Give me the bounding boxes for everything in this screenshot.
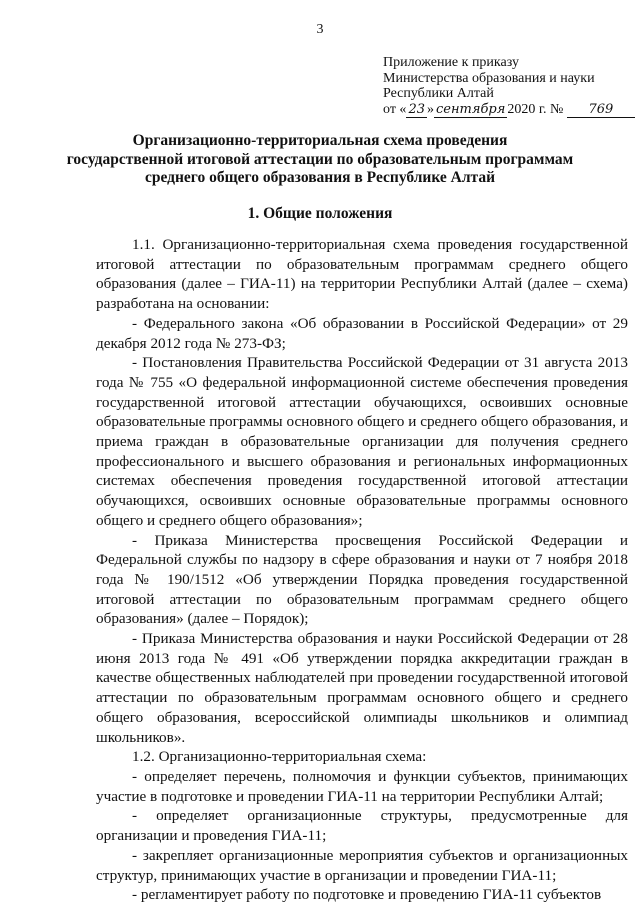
appendix-date-line <box>383 102 633 119</box>
handwritten-order-number: 769 <box>567 102 635 119</box>
appendix-line-1: Приложение к приказу <box>383 55 519 70</box>
title-line-3: среднего общего образования в Республике Алтай <box>144 169 496 186</box>
page-number: 3 <box>316 22 324 37</box>
paragraph-defines-structures: - определяет организационные структуры, предусмотренные для организации и проведения ГИА-11; <box>96 807 628 845</box>
appendix-line-2: Министерства образования и науки <box>383 70 595 86</box>
appendix-header <box>383 55 633 118</box>
date-prefix: от « <box>383 101 407 117</box>
handwritten-month: сентября <box>435 101 506 117</box>
date-mid: » <box>426 101 434 117</box>
title-line-2: государственной итоговой аттестации по образовательным программам <box>66 150 574 168</box>
section-heading: 1. Общие положения <box>247 205 393 222</box>
paragraph-prosveshcheniya-order: - Приказа Министерства просвещения Российской Федерации и Федеральной службы по надзору в сфере образования и науки от 7 ноября 2018 года № 190/1512 «Об утверждении Порядка проведения государственной итоговой аттестации по образовательным программам среднего общего образования» (далее – Порядок); <box>96 531 628 628</box>
handwritten-day: 23 <box>408 101 425 117</box>
paragraph-federal-law: - Федерального закона «Об образовании в Российской Федерации» от 29 декабря 2012 года № 273-ФЗ; <box>96 314 628 352</box>
paragraph-regulates-work: - регламентирует работу по подготовке и проведению ГИА-11 субъектов <box>132 886 602 904</box>
title-line-1: Организационно-территориальная схема проведения <box>132 132 508 149</box>
document-title <box>60 132 580 188</box>
paragraph-1-2: 1.2. Организационно-территориальная схема: <box>132 748 427 766</box>
date-year: 2020 г. № <box>507 101 564 117</box>
paragraph-government-decree: - Постановления Правительства Российской Федерации от 31 августа 2013 года № 755 «О федеральной информационной системе обеспечения проведения государственной итоговой аттестации обучающихся, освоивших основные образовательные программы основного общего и среднего общего образования, и приема граждан в образовательные организации для получения среднего профессионального и высшего образования и региональных информационных системах обеспечения проведения государственной итоговой аттестации обучающихся, освоивших основные образовательные программы основного общего и среднего общего образования»; <box>96 354 628 529</box>
paragraph-defines-list: - определяет перечень, полномочия и функции субъектов, принимающих участие в подготовке и проведении ГИА-11 на территории Республики Алтай; <box>96 767 628 805</box>
document-body <box>96 235 628 905</box>
paragraph-obrnauki-order: - Приказа Министерства образования и науки Российской Федерации от 28 июня 2013 года № 491 «Об утверждении порядка аккредитации граждан в качестве общественных наблюдателей при проведении государственной итоговой аттестации по образовательным программам основного общего и среднего общего образования, всероссийской олимпиады школьников и олимпиад школьников». <box>96 630 628 746</box>
paragraph-fixes-measures: - закрепляет организационные мероприятия субъектов и организационных структур, принимающих участие в организации и проведении ГИА-11; <box>96 846 628 884</box>
appendix-line-3: Республики Алтай <box>383 86 494 101</box>
paragraph-1-1: 1.1. Организационно-территориальная схема проведения государственной итоговой аттестации по образовательным программам среднего общего образования (далее – ГИА-11) на территории Республики Алтай (далее – схема) разработана на основании: <box>96 236 628 313</box>
